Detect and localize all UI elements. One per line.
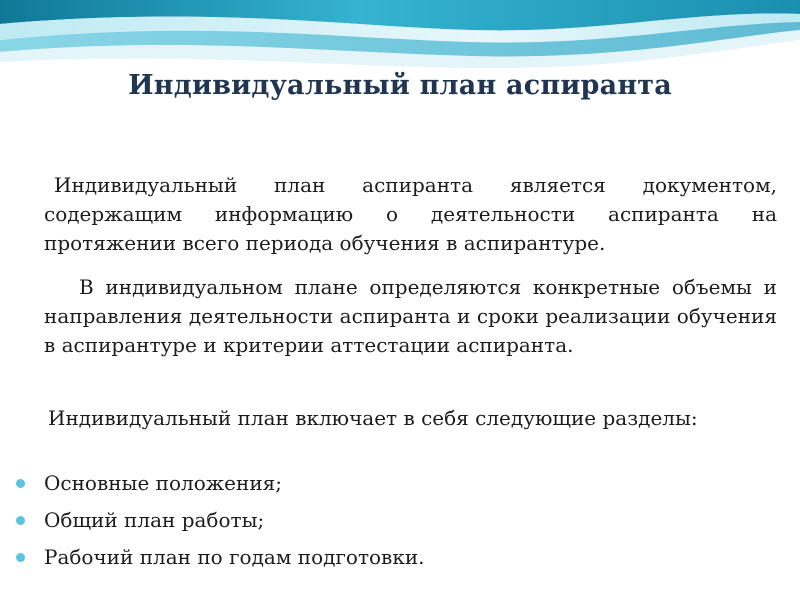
list-item: [0, 502, 800, 539]
bullet-dot-icon: [16, 553, 25, 562]
list-item: [0, 539, 800, 576]
paragraph-definition: Индивидуальный план аспиранта является документом, содержащим информацию о деятельности аспиранта на протяжении всего периода обучения в аспирантуре.: [44, 173, 777, 255]
bullet-dot-icon: [16, 516, 25, 525]
decorative-wave-header: [0, 0, 800, 70]
list-item-text: Основные положения;: [44, 471, 283, 495]
list-item-text: Рабочий план по годам подготовки.: [44, 545, 425, 569]
list-item: [0, 465, 800, 502]
paragraph-sections-intro: Индивидуальный план включает в себя следующие разделы:: [48, 406, 698, 430]
paragraph-contents: В индивидуальном плане определяются конкретные объемы и направления деятельности аспиранта и сроки реализации обучения в аспирантуре и критерии аттестации аспиранта.: [44, 275, 777, 357]
bullet-dot-icon: [16, 479, 25, 488]
list-item-text: Общий план работы;: [44, 508, 265, 532]
slide-title: Индивидуальный план аспиранта: [128, 70, 672, 101]
sections-list: [0, 465, 800, 576]
